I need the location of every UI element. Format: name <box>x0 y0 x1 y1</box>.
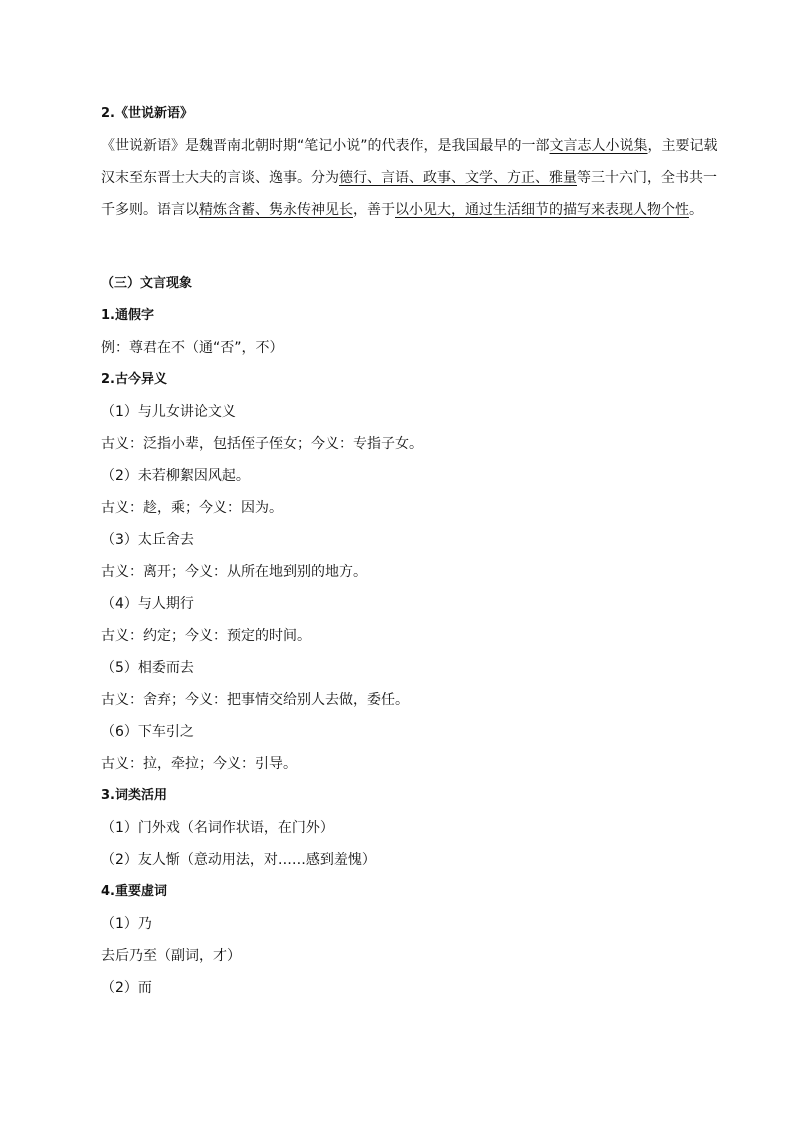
para-text: 。 <box>689 202 703 218</box>
gujin-phrase: （2）未若柳絮因风起。 <box>101 468 250 484</box>
gujin-phrase: （3）太丘舍去 <box>101 532 194 548</box>
para-text: 等三十六门，全书共一千多则。语言以 <box>101 170 717 218</box>
subheading-tongjiazi: 1.通假字 <box>101 308 154 323</box>
cilei-item: （2）友人惭（意动用法，对……感到羞愧） <box>101 852 376 868</box>
gujin-meaning: 古义：趁，乘；今义：因为。 <box>101 500 283 516</box>
xuci-item: （1）乃 <box>101 916 152 932</box>
para-underlined-text: 文言志人小说集 <box>549 138 648 154</box>
gujin-meaning: 古义：拉，牵拉；今义：引导。 <box>101 756 297 772</box>
spacer <box>101 226 721 268</box>
gujin-phrase: （6）下车引之 <box>101 724 194 740</box>
subheading-xuci: 4.重要虚词 <box>101 884 167 899</box>
subheading-cilei: 3.词类活用 <box>101 788 167 803</box>
para-text: 《世说新语》是魏晋南北朝时期“笔记小说”的代表作，是我国最早的一部 <box>101 138 550 154</box>
para-underlined-text: 德行、言语、政事、文学、方正、雅量 <box>339 170 577 186</box>
shishuo-paragraph <box>101 130 721 226</box>
tongjiazi-example: 例：尊君在不（通“否”，不） <box>101 340 284 356</box>
xuci-item: 去后乃至（副词，才） <box>101 948 241 964</box>
gujin-meaning: 古义：约定；今义：预定的时间。 <box>101 628 311 644</box>
gujin-meaning: 古义：离开；今义：从所在地到别的地方。 <box>101 564 367 580</box>
section-heading-shishuo: 2.《世说新语》 <box>101 106 193 121</box>
gujin-phrase: （1）与儿女讲论文义 <box>101 404 236 420</box>
gujin-phrase: （4）与人期行 <box>101 596 194 612</box>
xuci-item: （2）而 <box>101 980 152 996</box>
subheading-gujin: 2.古今异义 <box>101 372 167 387</box>
para-underlined-text: 精炼含蓄、隽永传神见长 <box>199 202 353 218</box>
gujin-meaning: 古义：舍弃；今义：把事情交给别人去做，委任。 <box>101 692 409 708</box>
para-text: ，善于 <box>353 202 395 218</box>
section-heading-wenyan: （三）文言现象 <box>101 276 193 291</box>
para-text: ，主要记载汉末至东晋士大夫的言谈、逸事。分为 <box>101 138 718 186</box>
para-underlined-text: 以小见大，通过生活细节的描写来表现人物个性 <box>395 202 689 218</box>
cilei-item: （1）门外戏（名词作状语，在门外） <box>101 820 334 836</box>
document-content <box>101 98 721 1004</box>
gujin-phrase: （5）相委而去 <box>101 660 194 676</box>
gujin-meaning: 古义：泛指小辈，包括侄子侄女；今义：专指子女。 <box>101 436 423 452</box>
